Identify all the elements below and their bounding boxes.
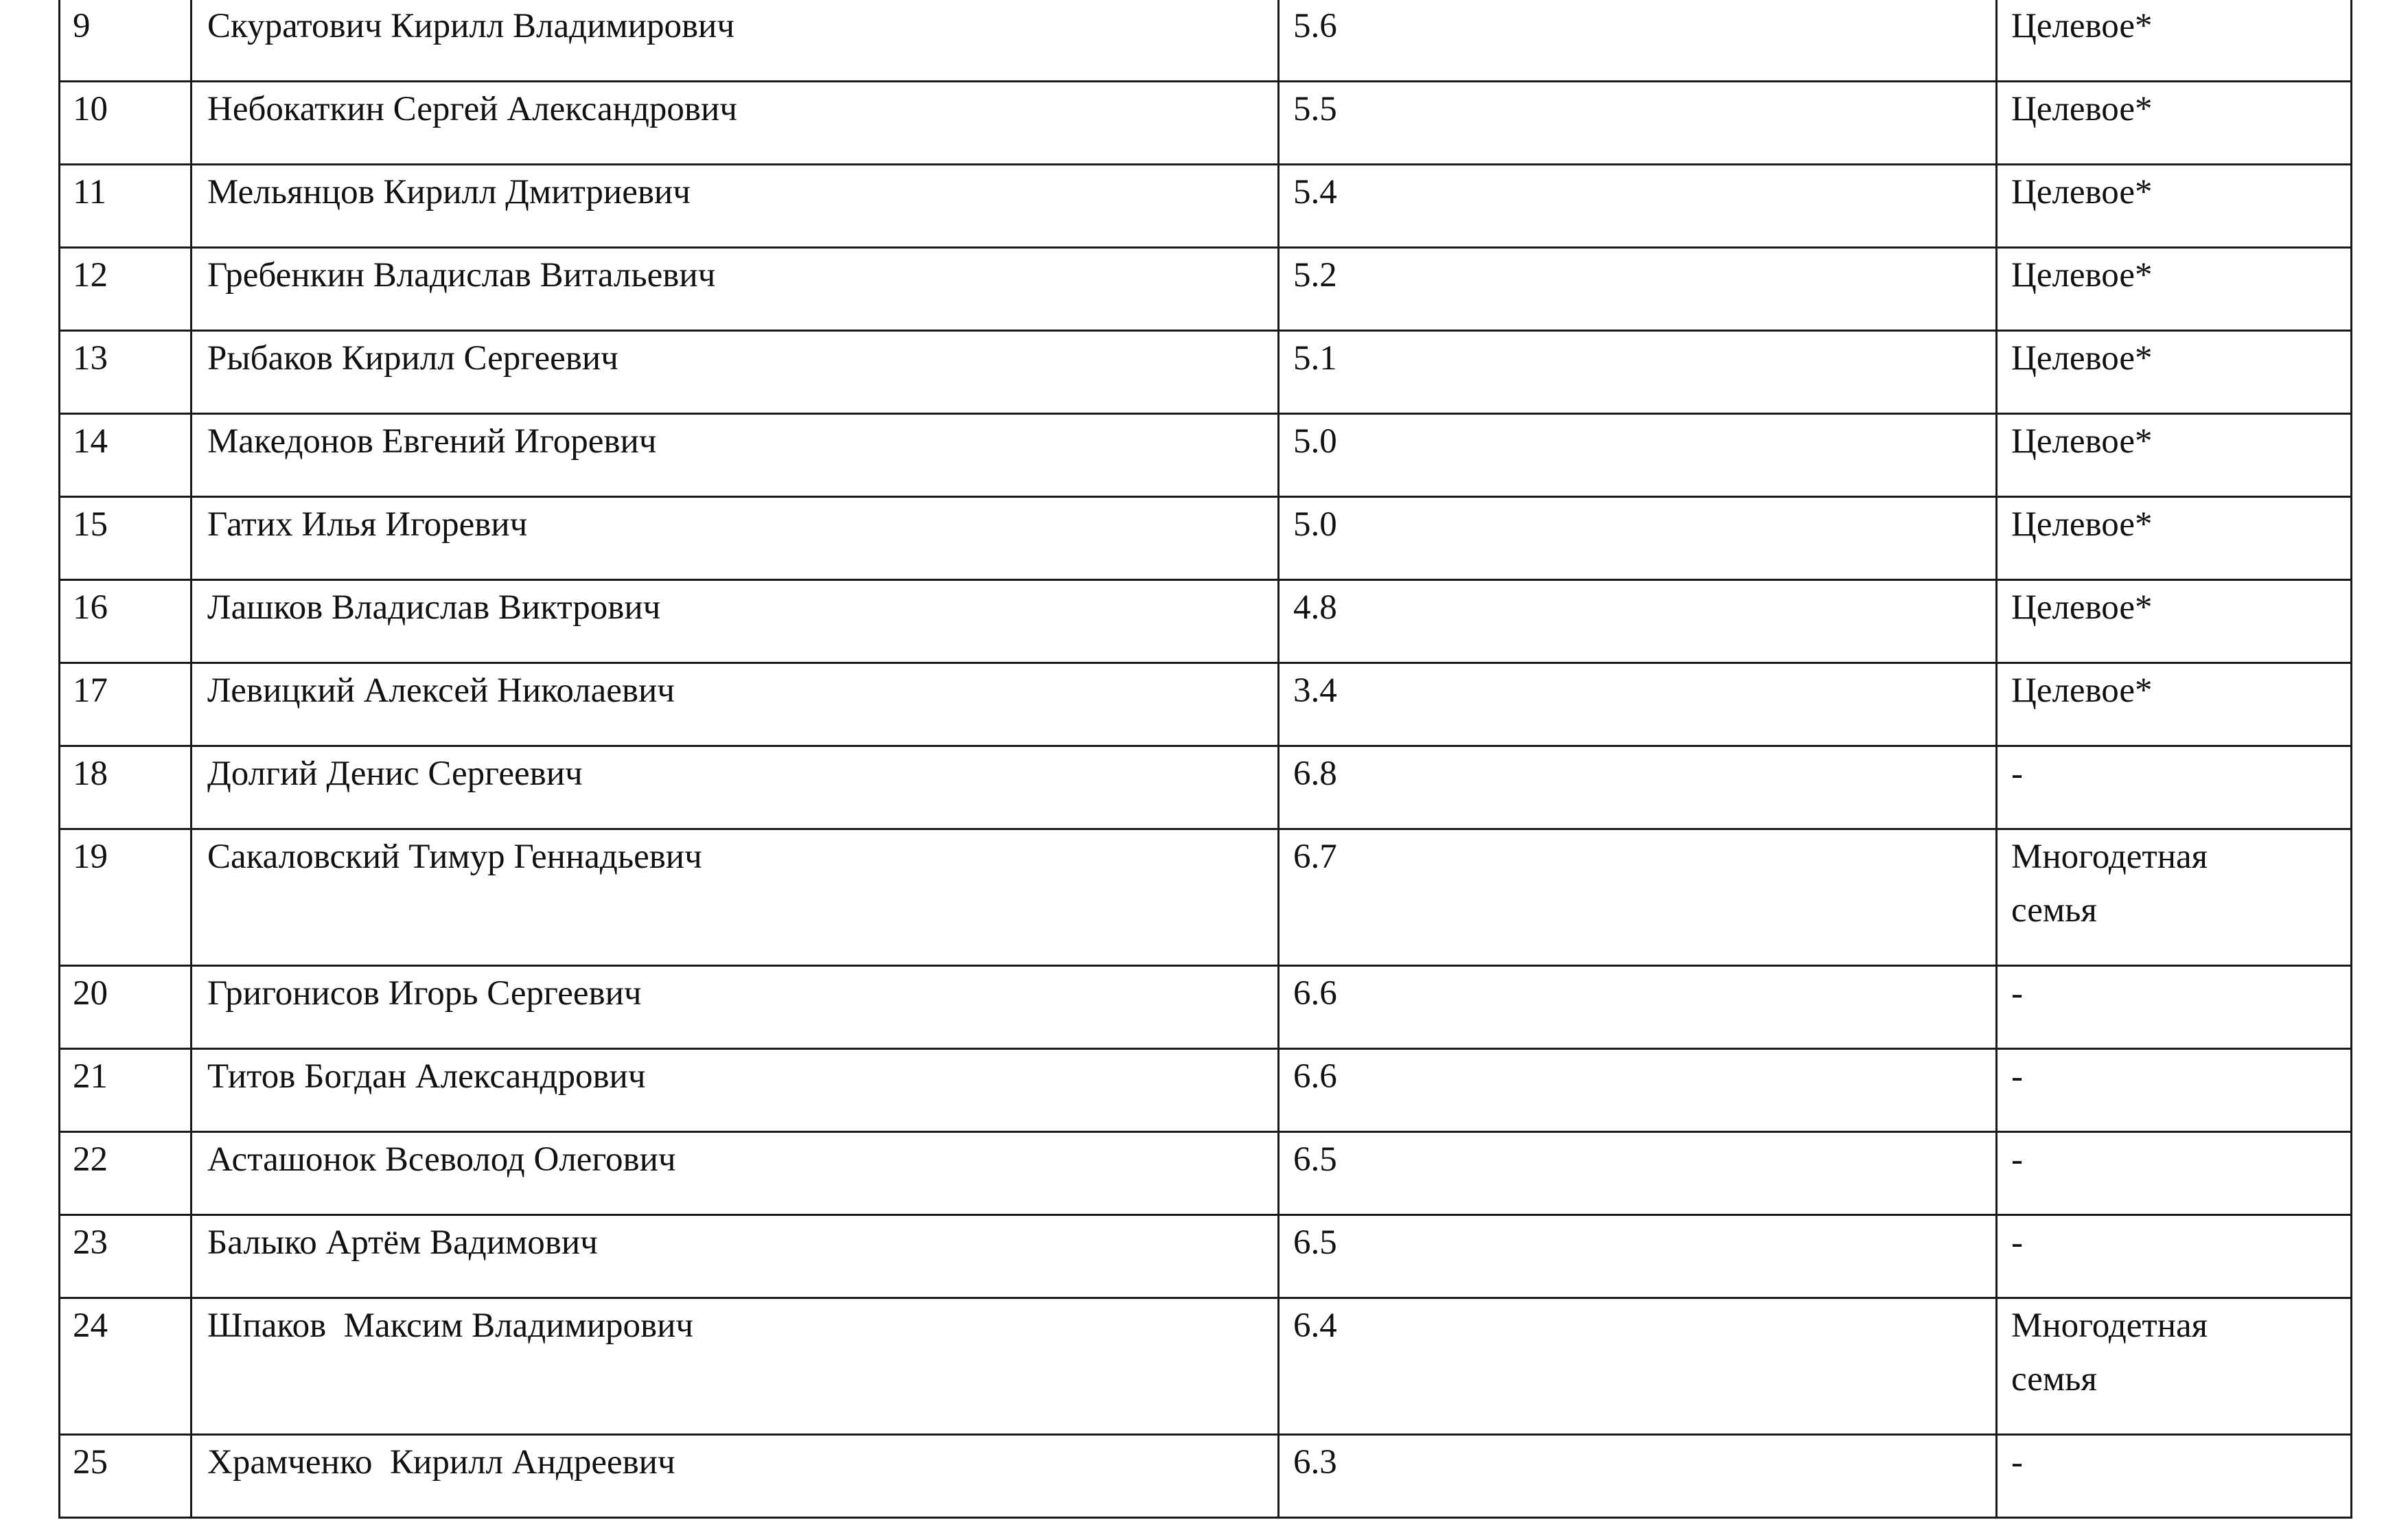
full-name-cell: Лашков Владислав Виктрович (192, 580, 1279, 663)
table-row (60, 1298, 2352, 1435)
score-cell: 6.3 (1279, 1435, 1997, 1518)
score-cell: 5.1 (1279, 331, 1997, 414)
score-cell: 6.7 (1279, 829, 1997, 966)
table-row (60, 1215, 2352, 1298)
table-row (60, 331, 2352, 414)
table-row (60, 497, 2352, 580)
row-number-cell: 25 (60, 1435, 192, 1518)
note-cell: Целевое* (1997, 0, 2352, 82)
row-number-cell: 18 (60, 746, 192, 829)
full-name-cell: Балыко Артём Вадимович (192, 1215, 1279, 1298)
row-number-cell: 16 (60, 580, 192, 663)
note-cell: Целевое* (1997, 497, 2352, 580)
note-cell: Целевое* (1997, 82, 2352, 165)
row-number-cell: 10 (60, 82, 192, 165)
table-row (60, 829, 2352, 966)
row-number-cell: 12 (60, 248, 192, 331)
row-number-cell: 19 (60, 829, 192, 966)
score-cell: 5.2 (1279, 248, 1997, 331)
table-row (60, 1132, 2352, 1215)
score-cell: 5.6 (1279, 0, 1997, 82)
full-name-cell: Мельянцов Кирилл Дмитриевич (192, 165, 1279, 248)
row-number-cell: 11 (60, 165, 192, 248)
table-row (60, 966, 2352, 1049)
table-row (60, 1435, 2352, 1518)
full-name-cell: Долгий Денис Сергеевич (192, 746, 1279, 829)
row-number-cell: 13 (60, 331, 192, 414)
note-cell: - (1997, 746, 2352, 829)
table-row (60, 82, 2352, 165)
table-row (60, 248, 2352, 331)
full-name-cell: Храмченко Кирилл Андреевич (192, 1435, 1279, 1518)
note-cell: - (1997, 1049, 2352, 1132)
score-cell: 5.5 (1279, 82, 1997, 165)
score-cell: 3.4 (1279, 663, 1997, 746)
row-number-cell: 22 (60, 1132, 192, 1215)
score-cell: 5.4 (1279, 165, 1997, 248)
full-name-cell: Рыбаков Кирилл Сергеевич (192, 331, 1279, 414)
note-cell: Целевое* (1997, 580, 2352, 663)
note-cell: Целевое* (1997, 331, 2352, 414)
score-cell: 6.6 (1279, 966, 1997, 1049)
row-number-cell: 20 (60, 966, 192, 1049)
note-cell: - (1997, 1215, 2352, 1298)
table-row (60, 165, 2352, 248)
score-cell: 6.4 (1279, 1298, 1997, 1435)
full-name-cell: Гребенкин Владислав Витальевич (192, 248, 1279, 331)
table-row (60, 414, 2352, 497)
note-cell: Целевое* (1997, 165, 2352, 248)
table-row (60, 663, 2352, 746)
full-name-cell: Сакаловский Тимур Геннадьевич (192, 829, 1279, 966)
full-name-cell: Небокаткин Сергей Александрович (192, 82, 1279, 165)
full-name-cell: Асташонок Всеволод Олегович (192, 1132, 1279, 1215)
table-row (60, 1049, 2352, 1132)
score-cell: 6.5 (1279, 1132, 1997, 1215)
note-cell: Целевое* (1997, 248, 2352, 331)
table-row (60, 0, 2352, 82)
table-row (60, 580, 2352, 663)
note-cell: - (1997, 1435, 2352, 1518)
row-number-cell: 14 (60, 414, 192, 497)
full-name-cell: Шпаков Максим Владимирович (192, 1298, 1279, 1435)
row-number-cell: 24 (60, 1298, 192, 1435)
full-name-cell: Григонисов Игорь Сергеевич (192, 966, 1279, 1049)
row-number-cell: 23 (60, 1215, 192, 1298)
full-name-cell: Титов Богдан Александрович (192, 1049, 1279, 1132)
score-cell: 6.6 (1279, 1049, 1997, 1132)
full-name-cell: Македонов Евгений Игоревич (192, 414, 1279, 497)
row-number-cell: 21 (60, 1049, 192, 1132)
row-number-cell: 17 (60, 663, 192, 746)
full-name-cell: Гатих Илья Игоревич (192, 497, 1279, 580)
note-cell: Целевое* (1997, 414, 2352, 497)
note-cell: Целевое* (1997, 663, 2352, 746)
applicants-table (58, 0, 2352, 1519)
score-cell: 6.5 (1279, 1215, 1997, 1298)
note-cell: Многодетная семья (1997, 1298, 2352, 1435)
note-cell: - (1997, 966, 2352, 1049)
row-number-cell: 15 (60, 497, 192, 580)
note-cell: Многодетная семья (1997, 829, 2352, 966)
score-cell: 5.0 (1279, 414, 1997, 497)
score-cell: 6.8 (1279, 746, 1997, 829)
applicants-table-body (60, 0, 2352, 1518)
full-name-cell: Левицкий Алексей Николаевич (192, 663, 1279, 746)
score-cell: 4.8 (1279, 580, 1997, 663)
note-cell: - (1997, 1132, 2352, 1215)
table-row (60, 746, 2352, 829)
row-number-cell: 9 (60, 0, 192, 82)
full-name-cell: Скуратович Кирилл Владимирович (192, 0, 1279, 82)
score-cell: 5.0 (1279, 497, 1997, 580)
